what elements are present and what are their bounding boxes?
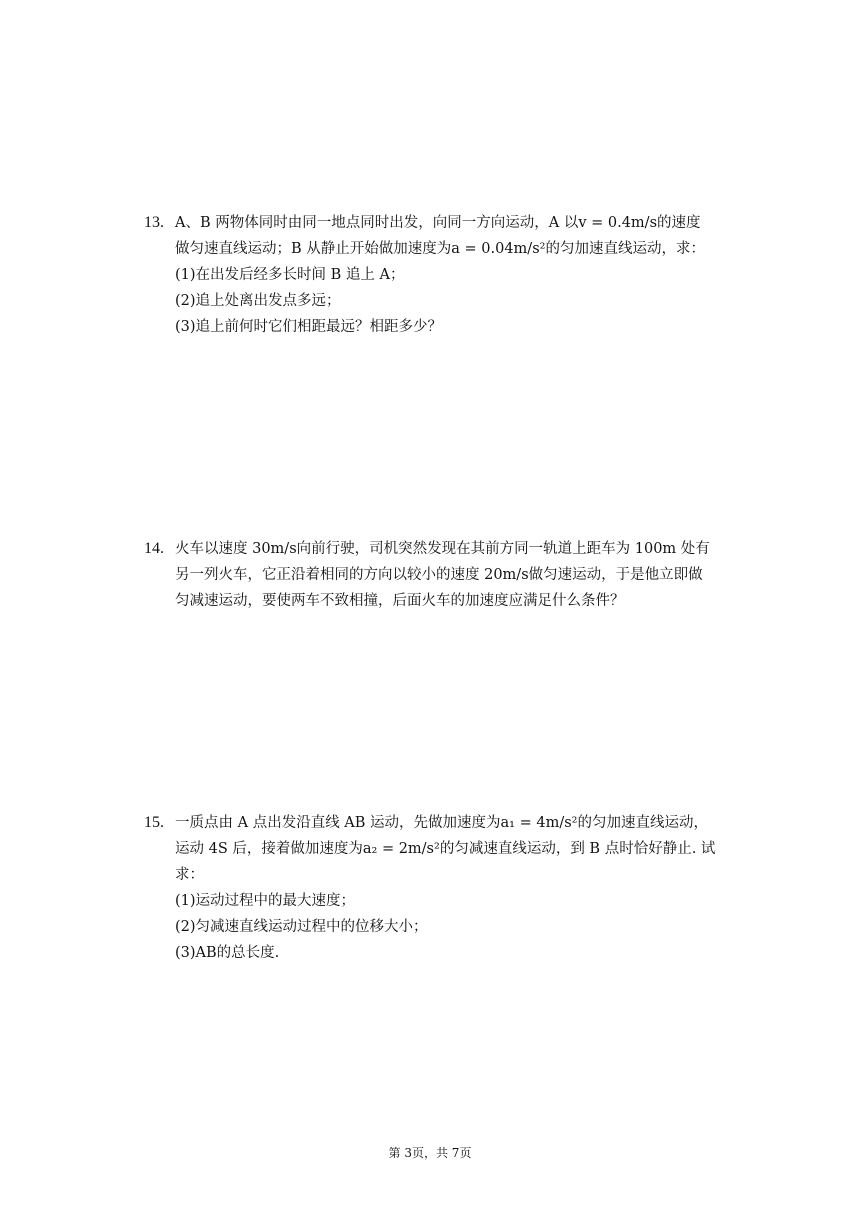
problem-line: A、B 两物体同时由同一地点同时出发，向同一方向运动，A 以v = 0.4m/s的速度	[175, 215, 701, 231]
problem-15	[144, 810, 724, 966]
problem-14	[144, 536, 724, 614]
problem-13	[144, 210, 724, 340]
sub-question: (2)追上处离出发点多远；	[175, 293, 341, 309]
problem-line: 火车以速度 30m/s向前行驶，司机突然发现在其前方同一轨道上距车为 100m 处有	[175, 541, 710, 557]
problem-line: 匀减速运动，要使两车不致相撞，后面火车的加速度应满足什么条件？	[175, 593, 625, 609]
problem-line: 求：	[175, 867, 204, 883]
sub-question: (1)运动过程中的最大速度；	[175, 893, 356, 909]
sub-question: (1)在出发后经多长时间 B 追上 A；	[175, 267, 405, 283]
problem-line: 一质点由 A 点出发沿直线 AB 运动，先做加速度为a₁ = 4m/s²的匀加速直线运动，	[175, 815, 708, 831]
problem-number: 13.	[144, 214, 164, 231]
problem-line: 做匀速直线运动；B 从静止开始做加速度为a = 0.04m/s²的匀加速直线运动，求：	[175, 241, 705, 257]
page-footer: 第 3页，共 7页	[388, 1146, 472, 1160]
problem-line: 另一列火车，它正沿着相同的方向以较小的速度 20m/s做匀速运动，于是他立即做	[175, 567, 703, 583]
sub-question: (2)匀减速直线运动过程中的位移大小；	[175, 919, 428, 935]
problem-number: 15.	[144, 814, 164, 831]
sub-question: (3)AB的总长度.	[175, 945, 280, 961]
problem-number: 14.	[144, 540, 164, 557]
sub-question: (3)追上前何时它们相距最远？相距多少？	[175, 319, 443, 335]
problem-line: 运动 4S 后，接着做加速度为a₂ = 2m/s²的匀减速直线运动，到 B 点时恰好静止. 试	[175, 841, 716, 857]
